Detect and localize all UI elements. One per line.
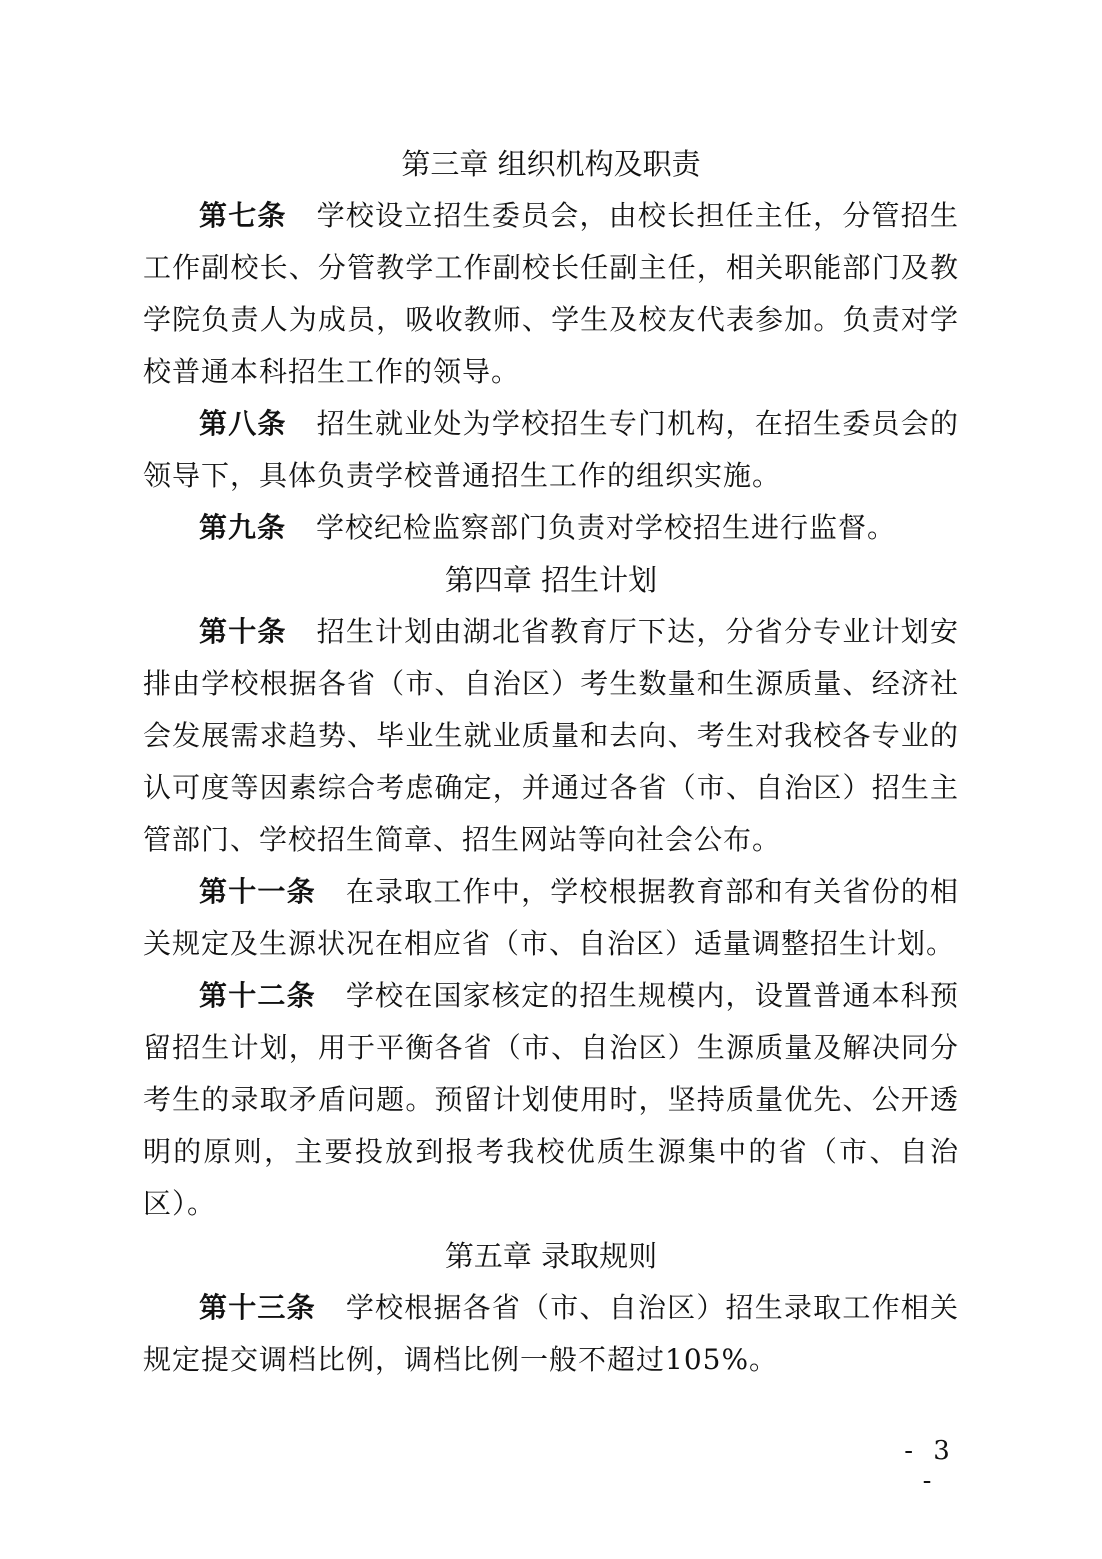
article-text: 招生就业处为学校招生专门机构，在招生委员会的领导下，具体负责学校普通招生工作的组织实施。: [143, 407, 959, 492]
article-text: 在录取工作中，学校根据教育部和有关省份的相关规定及生源状况在相应省（市、自治区）适量调整招生计划。: [143, 875, 959, 960]
article-11: [143, 866, 959, 970]
chapter-title-5: 第五章 录取规则: [444, 1239, 658, 1273]
article-9: [143, 502, 959, 554]
chapter-title-3: 第三章 组织机构及职责: [401, 147, 701, 181]
article-label: 第七条: [199, 199, 287, 232]
article-label: 第十三条: [199, 1291, 316, 1324]
article-8: [143, 398, 959, 502]
article-text: 招生计划由湖北省教育厅下达，分省分专业计划安排由学校根据各省（市、自治区）考生数量和生源质量、经济社会发展需求趋势、毕业生就业质量和去向、考生对我校各专业的认可度等因素综合考虑确定，并通过各省（市、自治区）招生主管部门、学校招生简章、招生网站等向社会公布。: [143, 615, 959, 856]
article-label: 第十条: [199, 615, 287, 648]
article-text: 学校纪检监察部门负责对学校招生进行监督。: [316, 511, 897, 544]
article-label: 第十二条: [199, 979, 316, 1012]
article-10: [143, 606, 959, 866]
article-12: [143, 970, 959, 1230]
article-text: 学校在国家核定的招生规模内，设置普通本科预留招生计划，用于平衡各省（市、自治区）生源质量及解决同分考生的录取矛盾问题。预留计划使用时，坚持质量优先、公开透明的原则，主要投放到报考我校优质生源集中的省（市、自治区）。: [143, 979, 959, 1220]
article-7: [143, 190, 959, 398]
article-label: 第八条: [199, 407, 287, 440]
document-page: [143, 138, 959, 1386]
article-text: 学校根据各省（市、自治区）招生录取工作相关规定提交调档比例，调档比例一般不超过105%。: [143, 1291, 959, 1376]
article-label: 第九条: [199, 511, 287, 544]
chapter-title-4: 第四章 招生计划: [444, 563, 658, 597]
article-text: 学校设立招生委员会，由校长担任主任，分管招生工作副校长、分管教学工作副校长任副主任，相关职能部门及教学院负责人为成员，吸收教师、学生及校友代表参加。负责对学校普通本科招生工作的领导。: [143, 199, 959, 388]
article-13: [143, 1282, 959, 1386]
page-number: - 3 -: [904, 1436, 956, 1496]
article-label: 第十一条: [199, 875, 316, 908]
